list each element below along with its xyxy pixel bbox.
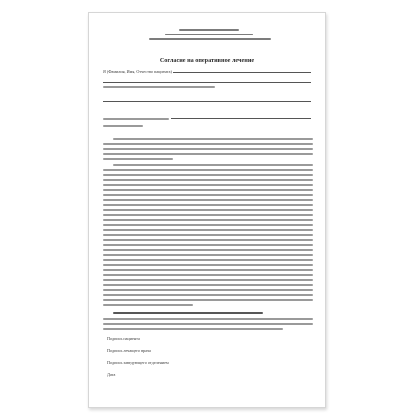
signature-row-date[interactable] xyxy=(107,371,116,377)
patient-name-label: Я (Фамилия, Имя, Отчество пациента) xyxy=(103,68,172,74)
text-line xyxy=(103,214,313,216)
text-line xyxy=(103,254,313,256)
signature-row-patient[interactable] xyxy=(107,335,141,341)
text-line xyxy=(103,118,169,120)
text-line xyxy=(103,189,313,191)
patient-name-input-line[interactable] xyxy=(173,72,311,73)
text-line xyxy=(103,209,313,211)
text-line xyxy=(103,304,193,306)
text-line xyxy=(103,229,313,231)
text-line xyxy=(103,219,313,221)
text-line xyxy=(103,125,143,127)
text-line xyxy=(103,274,313,276)
text-line xyxy=(113,164,313,166)
text-line xyxy=(103,184,313,186)
text-line xyxy=(103,169,313,171)
signature-label: Подпись заведующего отделением xyxy=(107,359,169,365)
text-line xyxy=(103,199,313,201)
text-line xyxy=(103,143,313,145)
text-line xyxy=(103,323,313,325)
header-line xyxy=(165,34,253,36)
text-line xyxy=(103,318,313,320)
date-label: Дата xyxy=(107,371,116,377)
text-line xyxy=(103,328,283,330)
text-line xyxy=(103,239,313,241)
patient-name-field[interactable] xyxy=(103,66,311,74)
text-line xyxy=(103,86,215,88)
document-title: Согласие на оперативное лечение xyxy=(159,57,255,64)
text-line xyxy=(103,204,313,206)
text-line xyxy=(103,249,313,251)
signature-label: Подпись пациента xyxy=(107,335,140,341)
text-line xyxy=(103,259,313,261)
text-line xyxy=(103,284,313,286)
text-line xyxy=(103,289,313,291)
signature-row-head[interactable] xyxy=(107,359,170,365)
blank-line xyxy=(103,101,311,102)
text-line xyxy=(103,194,313,196)
text-line xyxy=(103,294,313,296)
text-line xyxy=(103,234,313,236)
signature-row-physician[interactable] xyxy=(107,347,152,353)
text-line xyxy=(103,179,313,181)
text-line xyxy=(103,158,173,160)
physician-input-line[interactable] xyxy=(171,118,311,119)
text-line xyxy=(103,174,313,176)
text-line xyxy=(103,299,313,301)
signature-label: Подпись лечащего врача xyxy=(107,347,151,353)
physician-field[interactable] xyxy=(103,112,311,120)
text-line xyxy=(103,279,313,281)
text-line xyxy=(103,153,313,155)
section-heading xyxy=(113,312,263,314)
header-line xyxy=(149,38,271,40)
text-line xyxy=(103,269,313,271)
text-line xyxy=(103,244,313,246)
blank-line xyxy=(103,82,311,83)
text-line xyxy=(103,264,313,266)
text-line xyxy=(113,138,313,140)
consent-form-page xyxy=(88,12,326,408)
text-line xyxy=(103,148,313,150)
header-line xyxy=(179,29,239,31)
text-line xyxy=(103,224,313,226)
